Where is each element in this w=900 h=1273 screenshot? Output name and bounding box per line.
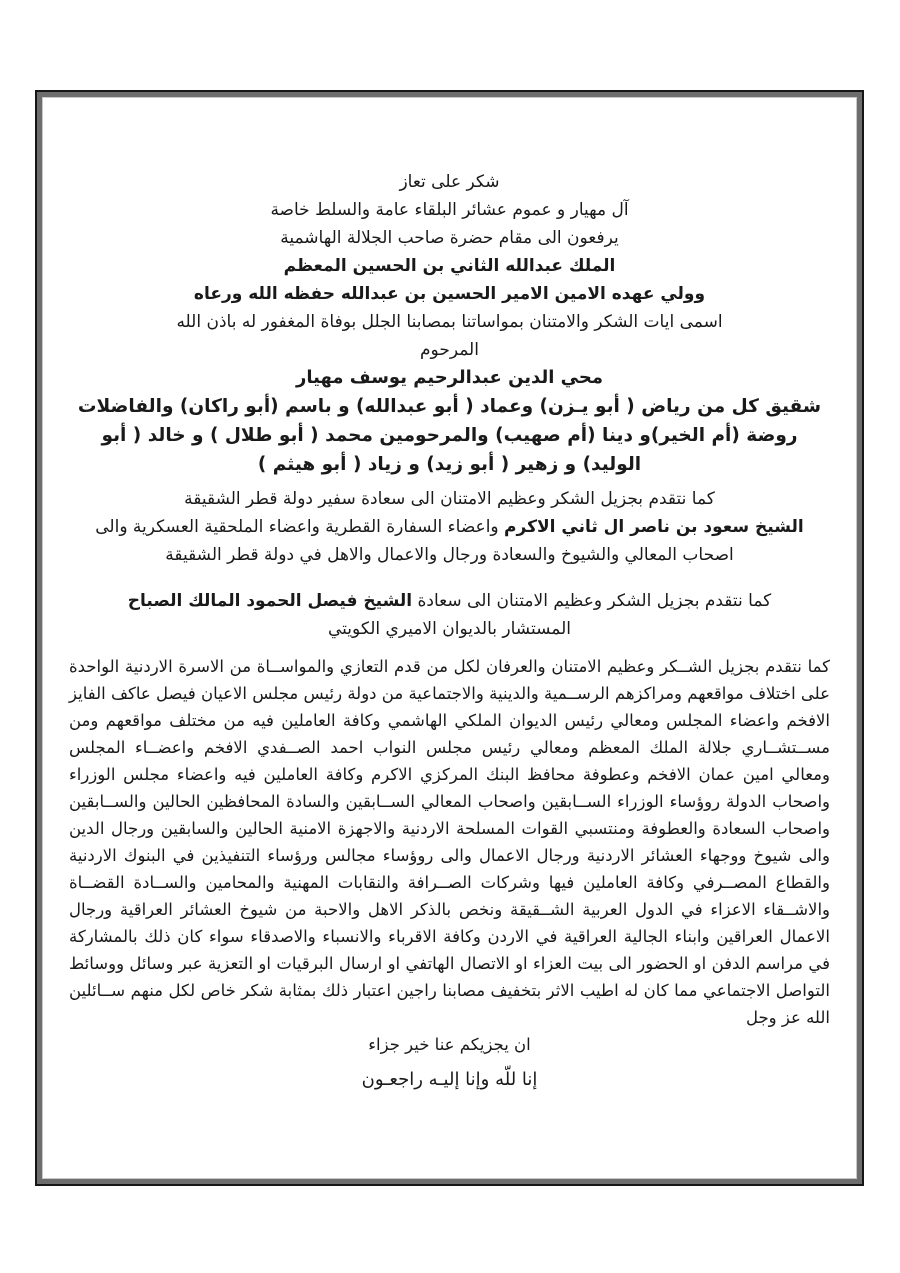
kuwait-thanks-section [69, 587, 830, 643]
qatar-thanks-section [69, 485, 830, 569]
gratitude-line: اسمى ايات الشكر والامتنان بمواساتنا بمصابنا الجلل بوفاة المغفور له باذن الله [176, 312, 723, 332]
kuwait-line-1 [69, 587, 830, 615]
kuwait-sheikh-name: الشيخ فيصل الحمود المالك الصباح [127, 591, 413, 611]
main-paragraph: كما نتقدم بجزيل الشــكر وعظيم الامتنان والعرفان لكل من قدم التعازي والمواســاة من الاسرة الاردنية الواحدة على اختلاف مواقعهم ومراكزهم الرســمية والدينية والاجتماعية من دولة رئيس مجلس الاعيان فيصل عاكف الفايز الافخم واعضاء المجلس ومعالي رئيس الديوان الملكي الهاشمي وكافة العاملين فيه من مختلف مواقعهم ومن مســتشــاري جلالة الملك المعظم ومعالي رئيس مجلس النواب احمد الصــفدي الافخم واعضــاء المجلس ومعالي امين عمان الافخم وعطوفة محافظ البنك المركزي الاكرم وكافة العاملين فيه واعضاء مجلس الوزراء واصحاب الدولة روؤساء الوزراء الســابقين واصحاب المعالي الســابقين والسادة المحافظين الحالين والســابقين واصحاب السعادة والعطوفة ومنتسبي القوات المسلحة الاردنية والاجهزة الامنية الحالين والسابقين ورجال الدين والى شيوخ ووجهاء العشائر الاردنية ورجال الاعمال والى روؤساء مجالس ورؤساء التنفيذين في البنوك الاردنية والقطاع المصــرفي وكافة العاملين فيها وشركات الصــرافة والنقابات المهنية والمحامين والســادة القضــاة والاشــقاء الاعزاء في الدول العربية الشــقيقة ونخص بالذكر الاهل والاحبة من شيوخ العشائر العراقية ورجال الاعمال العراقين وابناء الجالية العراقية في الاردن وكافة الاقرباء والانسباء والاصدقاء سواء كان ذلك بالمشاركة في مراسم الدفن او الحضور الى بيت العزاء او الاتصال الهاتفي او ارسال البرقيات او التعزية عبر وسائل ووسائط التواصل الاجتماعي مما كان له اطيب الاثر بتخفيف مصابنا راجين اعتبار ذلك بمثابة شكر خاص لكل منهم ســائلين الله عز وجل [69, 657, 830, 1027]
deceased-label: المرحوم [420, 340, 479, 360]
crown-prince-line: وولي عهده الامين الامير الحسين بن عبدالله حفظه الله ورعاه [193, 284, 706, 304]
header-block [69, 168, 830, 479]
closing-line: ان يجزيكم عنا خير جزاء [368, 1035, 531, 1054]
king-name-line: الملك عبدالله الثاني بن الحسين المعظم [283, 256, 616, 276]
qatar-line-2 [69, 513, 830, 541]
presented-to-line: يرفعون الى مقام حضرة صاحب الجلالة الهاشمية [280, 228, 619, 248]
page-border-shadow [37, 92, 862, 1184]
qatar-ambassador-name: الشيخ سعود بن ناصر ال ثاني الاكرم [504, 517, 804, 537]
title-line: شكر على تعاز [399, 172, 500, 192]
quran-verse: إنا للّه وإنا إليـه راجعـون [361, 1069, 538, 1090]
page-border-inner-line [42, 97, 857, 1179]
family-line: آل مهيار و عموم عشائر البلقاء عامة والسلط خاصة [270, 200, 629, 220]
deceased-name-line: محي الدين عبدالرحيم يوسف مهيار [296, 367, 603, 388]
kuwait-line-2: المستشار بالديوان الاميري الكويتي [328, 619, 571, 639]
qatar-line-1: كما نتقدم بجزيل الشكر وعظيم الامتنان الى سعادة سفير دولة قطر الشقيقة [184, 489, 715, 509]
qatar-line-2-rest: واعضاء السفارة القطرية واعضاء الملحقية العسكرية والى [95, 517, 505, 537]
qatar-line-3: اصحاب المعالي والشيوخ والسعادة ورجال والاعمال والاهل في دولة قطر الشقيقة [165, 545, 734, 565]
page-border-frame [35, 90, 864, 1186]
kuwait-line-1-pre: كما نتقدم بجزيل الشكر وعظيم الامتنان الى سعادة [412, 591, 772, 611]
siblings-line: شقيق كل من رياض ( أبو يـزن) وعماد ( أبو عبدالله) و باسم (أبو راكان) والفاضلات روضة (أم الخير)و دينا (أم صهيب) والمرحومين محمد ( أبو طلال ) و خالد ( أبو الوليد) و زهير ( أبو زيد) و زياد ( أبو هيثم ) [77, 396, 822, 475]
document-content [43, 98, 856, 1094]
